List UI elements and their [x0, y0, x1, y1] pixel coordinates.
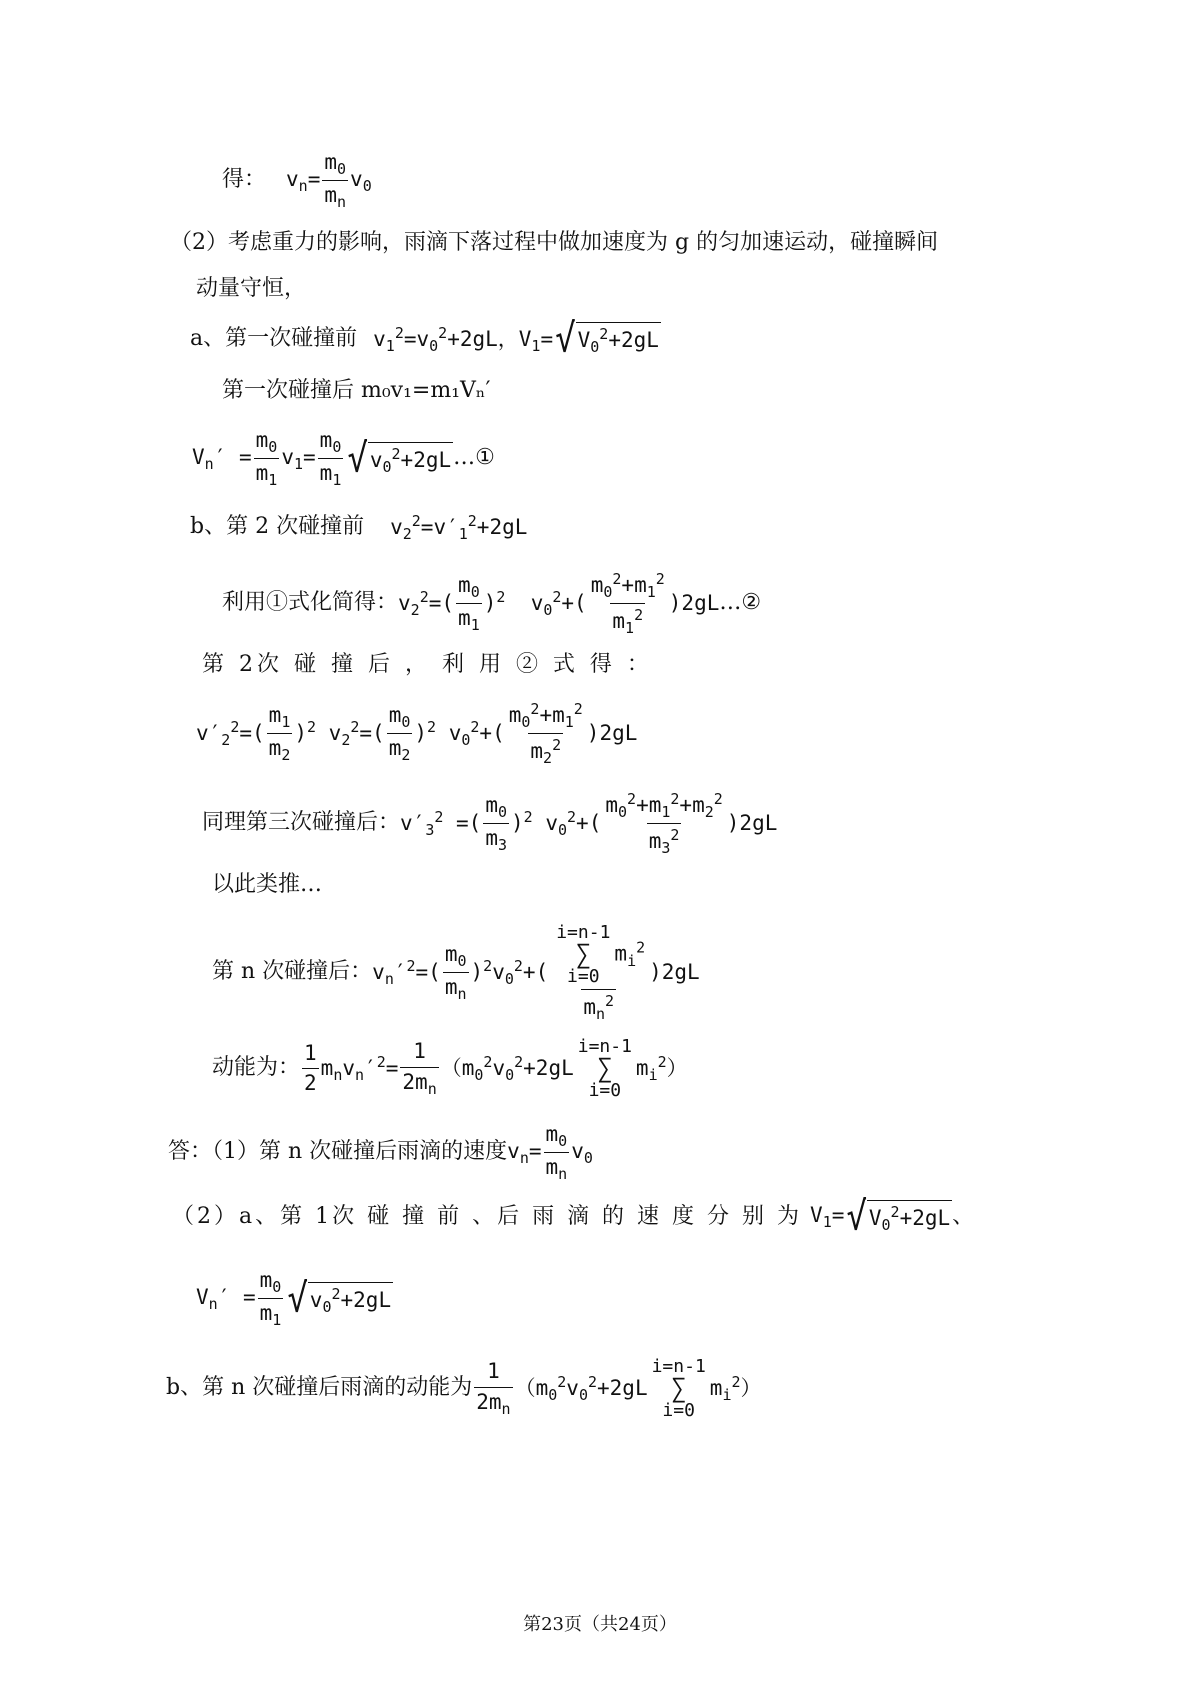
answer-2a: （2）a、第 1次 碰 撞 前 、后 雨 滴 的 速 度 分 别 为 $V_1=$ √ $V_0^2+2gL$ 、	[172, 1193, 975, 1240]
equation-marker-1: …①	[453, 445, 495, 471]
result-label: 得：	[222, 167, 267, 193]
answer-2a-formula: $V_n'$ = $\frac{m_0}{m_1}$ √ $v_0^2+2gL$	[196, 1268, 392, 1330]
collision-n-label: 第 n 次碰撞后：	[212, 959, 373, 985]
collision-1-before	[190, 315, 661, 362]
answer-2b: b、第 n 次碰撞后雨滴的动能为 $\frac{1}{2m_n}$ （$m_0^2v_0^2+2gL$ i=n-1 ∑ i=0 $m_i^2$）	[166, 1356, 762, 1421]
summation: i=n-1 ∑ i=0	[577, 1036, 632, 1101]
collision-2-before: b、第 2 次碰撞前 $v_2^2=v'_1^2+2gL$	[190, 512, 528, 544]
collision-1-after: 第一次碰撞后 m₀v₁=m₁Vₙ′	[222, 378, 491, 403]
page-footer: 第23页（共24页）	[523, 1614, 677, 1635]
summation: i=n-1 ∑ i=0	[651, 1356, 706, 1421]
kinetic-energy-line: 动能为： $\frac{1}{2}$ $m_nv_n'^2=$ $\frac{1}{2m_n}$ （$m_0^2v_0^2+2gL$ i=n-1 ∑ i=0 $m_i^2$）	[212, 1036, 688, 1101]
formula-v1-squared: $v_1^2=v_0^2+2gL$，$V_1=$	[373, 323, 554, 355]
answer-1: 答：（1）第 n 次碰撞后雨滴的速度 $v_n=$ $\frac{m_0}{m_n}$ $v_0$	[168, 1122, 593, 1184]
formula-line-v2-prime: $v'_2^2=$( $\frac{m_1}{m_2}$ )$^2$ $v_2^2=$( $\frac{m_0}{m_2}$ )$^2$ $v_0^2+$( $\frac{m_0^2+m_1^2}{m_2^2}$ )2gL	[196, 700, 638, 768]
collision-2-before-label: b、第 2 次碰撞前	[190, 514, 365, 540]
answer-2b-label: b、第 n 次碰撞后雨滴的动能为	[166, 1375, 473, 1401]
summation: i=n-1 ∑ i=0	[556, 922, 611, 987]
collision-3-after: 同理第三次碰撞后： $v'_3^2$ =( $\frac{m_0}{m_3}$ )$^2$ $v_0^2+$( $\frac{m_0^2+m_1^2+m_2^2}{m_3^2}$ )2gL	[202, 790, 778, 858]
simplification-line: 利用①式化简得： $v_2^2=$( $\frac{m_0}{m_1}$ )$^2$ $v_0^2+$( $\frac{m_0^2+m_1^2}{m_1^2}$ )2gL …②	[222, 570, 762, 638]
equation-marker-2: …②	[719, 590, 762, 616]
paragraph-part2-line1: （2）考虑重力的影响，雨滴下落过程中做加速度为 g 的匀加速运动，碰撞瞬间	[170, 230, 939, 255]
answer-1-label: 答：（1）第 n 次碰撞后雨滴的速度	[168, 1139, 508, 1165]
formula-line-1: $V_n'$ = $\frac{m_0}{m_1}$ $v_1=$ $\frac{m_0}{m_1}$ √ $v_0^2+2gL$ …①	[192, 428, 495, 490]
kinetic-energy-label: 动能为：	[212, 1055, 301, 1081]
sqrt-expression: √ $V_0^2+2gL$	[555, 315, 659, 362]
collision-1-before-label: a、第一次碰撞前	[190, 325, 358, 351]
simplification-label: 利用①式化简得：	[222, 590, 399, 616]
fraction-m0-mn: $\frac{m_0}{m_n}$	[324, 150, 347, 212]
collision-n-after: 第 n 次碰撞后： $v_n'^2=$( $\frac{m_0}{m_n}$ )$^2v_0^2+$( i=n-1 ∑ i=0 $m_i^2$ $m_n^2$ )2gL	[212, 922, 700, 1024]
collision-3-label: 同理第三次碰撞后：	[202, 810, 401, 836]
result-line-1: 得： $v_n=$ $\frac{m_0}{m_n}$ $v_0$	[222, 150, 372, 212]
answer-2a-label: （2）a、第 1次 碰 撞 前 、后 雨 滴 的 速 度 分 别 为	[172, 1203, 803, 1229]
paragraph-part2-line2: 动量守恒，	[196, 276, 307, 301]
induction-text: 以此类推…	[212, 872, 323, 897]
formula-vn: $v_n=$	[286, 166, 321, 195]
collision-2-after-text: 第 2次 碰 撞 后 ， 利 用 ② 式 得 ：	[202, 652, 653, 677]
